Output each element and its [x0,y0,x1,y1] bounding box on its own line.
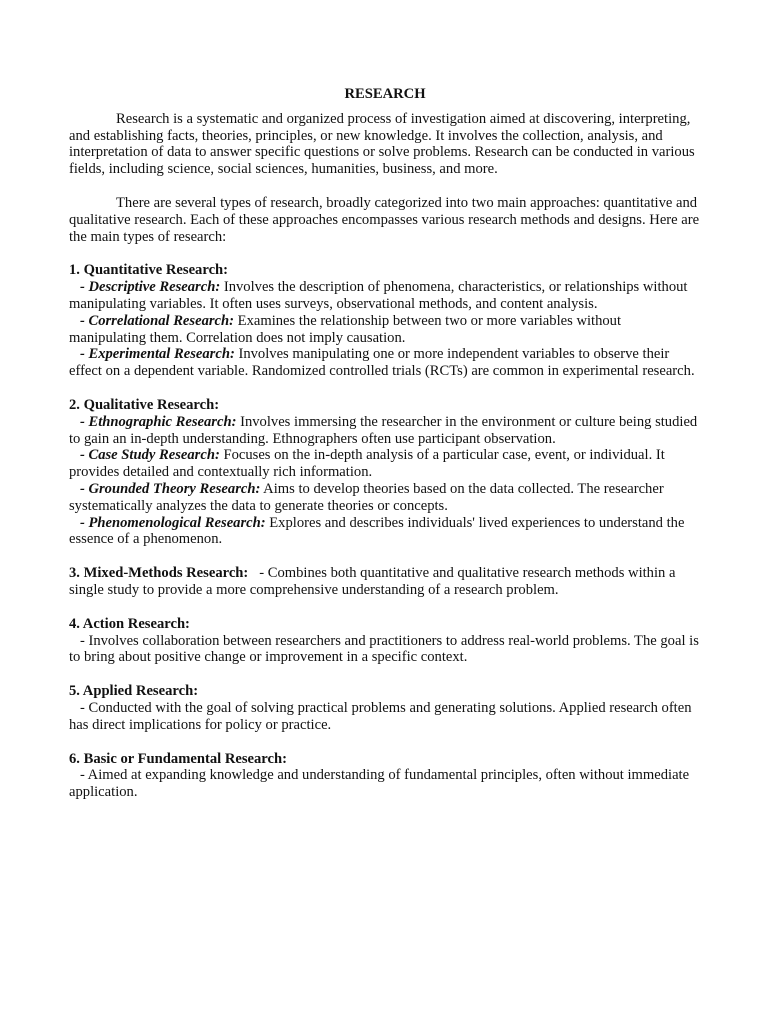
section-text: - Involves collaboration between researchers and practitioners to address real-world problems. The goal is to bring about positive change or improvement in a specific context. [69,632,699,666]
section-heading: 5. Applied Research: [69,683,199,700]
types-overview-paragraph: There are several types of research, broadly categorized into two main approaches: quantitative and qualitative research. Each of these approaches encompasses various research methods and designs. Here are the main types of research: [69,194,700,245]
list-item [69,279,701,313]
item-text: Involves manipulating one or more independent variables to observe their effect on a dependent variable. Randomized controlled trials (RCTs) are common in experimental research. [69,346,695,380]
section-text-wrap [69,633,701,667]
item-title: - Experimental Research: [79,346,235,363]
section-mixed-methods [69,565,701,599]
document-page [69,86,701,818]
section-text-wrap [69,767,701,801]
document-title: RESEARCH [344,86,426,102]
list-item [69,313,701,347]
item-title: - Ethnographic Research: [79,413,237,430]
list-item [69,515,701,549]
item-title: - Phenomenological Research: [79,514,266,531]
section-applied [69,683,701,733]
item-title: - Descriptive Research: [79,279,221,296]
item-title: - Grounded Theory Research: [79,480,261,497]
section-text: - Aimed at expanding knowledge and understanding of fundamental principles, often without immediate application. [69,767,690,801]
section-text: - Combines both quantitative and qualitative research methods within a single study to provide a more comprehensive understanding of a research problem. [69,565,680,598]
section-heading: 2. Qualitative Research: [69,396,220,413]
item-text: Involves the description of phenomena, characteristics, or relationships without manipulating variables. It often uses surveys, observational methods, and content analysis. [69,279,688,312]
list-item [69,447,701,481]
list-item [69,346,701,380]
intro-paragraph: Research is a systematic and organized process of investigation aimed at discovering, interpreting, and establishing facts, theories, principles, or new knowledge. It involves the collection, analysis, and interpretation of data to answer specific questions or solve problems. Research can be conducted in various fields, including science, social sciences, humanities, business, and more. [69,110,695,178]
section-heading: 3. Mixed-Methods Research: [69,565,249,582]
section-text: - Conducted with the goal of solving practical problems and generating solutions. Applied research often has direct implications for policy or practice. [69,699,692,733]
section-heading: 4. Action Research: [69,615,190,632]
list-item [69,414,701,448]
item-text: Examines the relationship between two or more variables without manipulating them. Correlation does not imply causation. [69,312,622,346]
section-heading: 6. Basic or Fundamental Research: [69,750,287,767]
list-item [69,481,701,515]
item-title: - Case Study Research: [79,447,220,464]
section-qualitative [69,397,701,548]
section-text-wrap [69,700,701,734]
item-text: Aims to develop theories based on the data collected. The researcher systematically analyzes the data to generate theories or concepts. [69,480,664,514]
item-title: - Correlational Research: [79,312,234,329]
section-quantitative [69,262,701,380]
item-text: Focuses on the in-depth analysis of a particular case, event, or individual. It provides detailed and contextually rich information. [69,447,665,481]
section-basic [69,751,701,801]
section-action [69,616,701,666]
item-text: Explores and describes individuals' lived experiences to understand the essence of a phenomenon. [69,514,685,548]
item-text: Involves immersing the researcher in the environment or culture being studied to gain an in-depth understanding. Ethnographers often use participant observation. [69,413,698,447]
section-heading: 1. Quantitative Research: [69,262,229,279]
